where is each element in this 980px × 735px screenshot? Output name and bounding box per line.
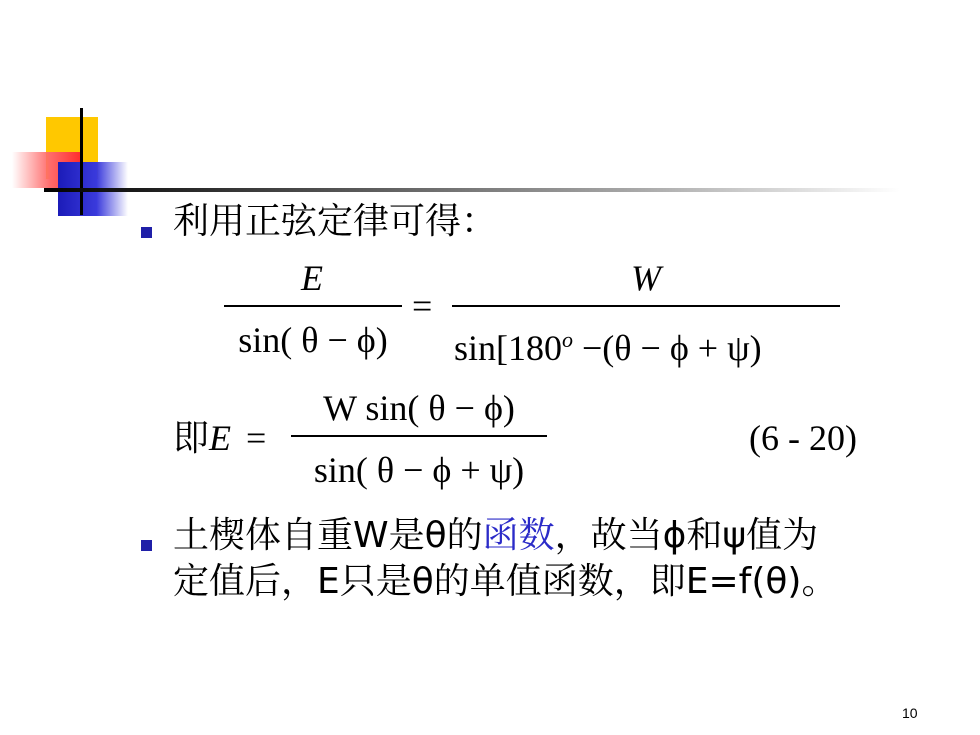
eq1-lhs-numerator: E bbox=[301, 258, 323, 298]
page-number: 10 bbox=[902, 705, 918, 721]
eq2-variable: E bbox=[209, 418, 232, 458]
equation-sine-law bbox=[224, 258, 844, 368]
bullet-text-wedge-weight-line2: 定值后，E只是θ的单值函数，即E=f(θ)。 bbox=[173, 561, 838, 602]
eq2-lhs bbox=[173, 418, 266, 459]
eq1-equals: = bbox=[412, 286, 433, 326]
bullet-text-law-of-sines: 利用正弦定律可得： bbox=[173, 201, 498, 242]
eq1-lhs-denominator: sin( θ − ϕ) bbox=[238, 320, 388, 360]
eq1-rhs-den-part-b: −(θ − ϕ + ψ) bbox=[573, 328, 762, 368]
equation-number: (6 - 20) bbox=[749, 418, 857, 458]
eq1-lhs-fraction-bar bbox=[224, 305, 402, 307]
bullet-text-wedge-weight bbox=[173, 514, 818, 558]
eq1-rhs-denominator bbox=[454, 320, 762, 368]
bullet2-text-part1: 土楔体自重W是θ的 bbox=[173, 515, 483, 556]
title-divider-line bbox=[44, 188, 900, 192]
bullet-icon bbox=[141, 540, 152, 551]
eq2-equals: = bbox=[246, 418, 267, 458]
eq1-rhs-fraction-bar bbox=[452, 305, 840, 307]
decor-vertical-line bbox=[80, 108, 83, 215]
eq2-numerator: W sin( θ − ϕ) bbox=[323, 388, 515, 428]
eq1-degree-superscript: o bbox=[562, 327, 573, 352]
equation-active-earth-pressure bbox=[173, 388, 893, 498]
bullet2-text-part2: ，故当ϕ和ψ值为 bbox=[554, 515, 819, 556]
eq1-rhs-den-part-a: sin[180 bbox=[454, 328, 562, 368]
eq2-fraction-bar bbox=[291, 435, 547, 437]
bullet-icon bbox=[141, 227, 152, 238]
eq2-prefix: 即 bbox=[173, 418, 210, 459]
function-link[interactable]: 函数 bbox=[482, 515, 555, 556]
eq2-denominator: sin( θ − ϕ + ψ) bbox=[313, 450, 525, 490]
eq1-rhs-numerator: W bbox=[631, 258, 661, 298]
